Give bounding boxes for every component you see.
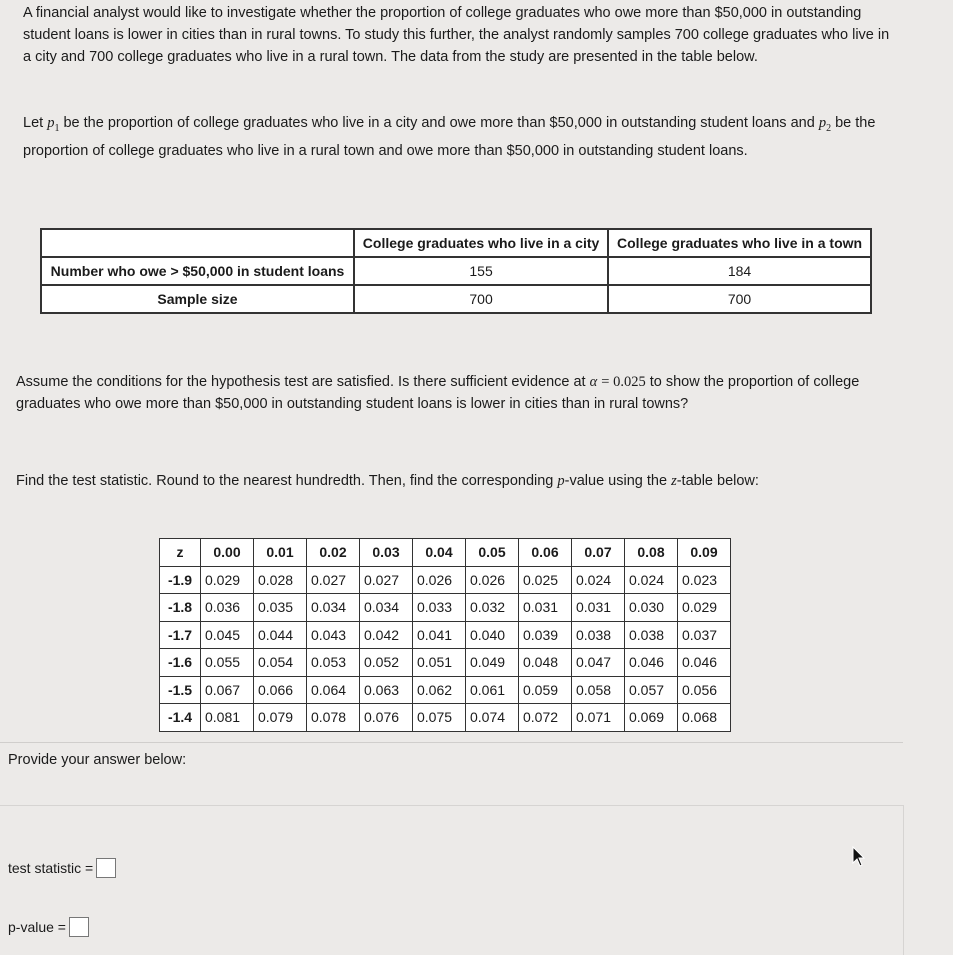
z-row-label: -1.7: [160, 621, 201, 649]
z-header-col: 0.09: [678, 539, 731, 567]
z-cell: 0.059: [519, 676, 572, 704]
assume-text-1: Assume the conditions for the hypothesis test are satisfied. Is there sufficient evidence at: [16, 374, 586, 390]
z-cell: 0.024: [625, 566, 678, 594]
z-cell: 0.063: [360, 676, 413, 704]
z-row-label: -1.4: [160, 704, 201, 732]
p1-symbol: $p_1$: [47, 115, 60, 134]
assume-text-2: to show the proportion of college graduates who owe more than $50,000 in outstanding student loans is lower in cities than in rural towns?: [16, 374, 860, 412]
z-cell: 0.034: [307, 594, 360, 622]
find-text-3: -table below:: [676, 473, 759, 489]
mouse-cursor-icon: [852, 846, 866, 868]
find-text-1: Find the test statistic. Round to the nearest hundredth. Then, find the corresponding: [16, 473, 554, 489]
z-cell: 0.061: [466, 676, 519, 704]
z-cell: 0.027: [360, 566, 413, 594]
find-z-symbol: z: [671, 473, 677, 489]
z-table-row: [160, 621, 731, 649]
section-divider: [0, 742, 903, 743]
z-cell: 0.064: [307, 676, 360, 704]
cell-town-sample: 700: [608, 285, 871, 313]
z-cell: 0.038: [625, 621, 678, 649]
data-table-header-row: [41, 229, 871, 257]
test-statistic-row: [8, 858, 116, 878]
z-cell: 0.058: [572, 676, 625, 704]
z-cell: 0.052: [360, 649, 413, 677]
z-cell: 0.056: [678, 676, 731, 704]
z-cell: 0.066: [254, 676, 307, 704]
z-cell: 0.027: [307, 566, 360, 594]
variable-definitions: [23, 112, 893, 162]
z-header-col: 0.07: [572, 539, 625, 567]
z-cell: 0.041: [413, 621, 466, 649]
cell-city-sample: 700: [354, 285, 608, 313]
z-row-label: -1.9: [160, 566, 201, 594]
z-cell: 0.055: [201, 649, 254, 677]
z-cell: 0.038: [572, 621, 625, 649]
z-cell: 0.046: [678, 649, 731, 677]
z-table-row: [160, 594, 731, 622]
z-row-label: -1.6: [160, 649, 201, 677]
answer-panel: [0, 805, 904, 955]
z-cell: 0.040: [466, 621, 519, 649]
z-header-col: 0.04: [413, 539, 466, 567]
z-cell: 0.081: [201, 704, 254, 732]
z-cell: 0.031: [519, 594, 572, 622]
z-cell: 0.025: [519, 566, 572, 594]
find-p-symbol: p: [557, 473, 565, 489]
z-cell: 0.062: [413, 676, 466, 704]
answer-prompt: Provide your answer below:: [8, 752, 187, 768]
z-cell: 0.044: [254, 621, 307, 649]
find-text-2: -value using the: [564, 473, 668, 489]
z-cell: 0.039: [519, 621, 572, 649]
z-cell: 0.028: [254, 566, 307, 594]
z-cell: 0.078: [307, 704, 360, 732]
z-cell: 0.032: [466, 594, 519, 622]
z-cell: 0.046: [625, 649, 678, 677]
z-cell: 0.043: [307, 621, 360, 649]
p2-symbol: $p_2$: [818, 115, 832, 134]
z-cell: 0.051: [413, 649, 466, 677]
z-header-col: 0.06: [519, 539, 572, 567]
col-header-city: College graduates who live in a city: [354, 229, 608, 257]
question-intro: A financial analyst would like to investigate whether the proportion of college graduates who owe more than $50,000 in outstanding student loans is lower in cities than in rural towns. To study this further, the analyst randomly samples 700 college graduates who live in a city and 700 college graduates who live in a rural town. The data from the study are presented in the table below.: [23, 5, 890, 65]
def-p2-text: be the proportion of college graduates who live in a rural town and owe more than $50,000 in outstanding student loans.: [23, 115, 876, 159]
find-instruction: [16, 470, 916, 492]
z-cell: 0.075: [413, 704, 466, 732]
z-header-col: 0.02: [307, 539, 360, 567]
z-cell: 0.076: [360, 704, 413, 732]
data-table: [40, 228, 872, 314]
z-cell: 0.030: [625, 594, 678, 622]
z-cell: 0.048: [519, 649, 572, 677]
z-cell: 0.057: [625, 676, 678, 704]
z-cell: 0.079: [254, 704, 307, 732]
z-cell: 0.035: [254, 594, 307, 622]
z-cell: 0.071: [572, 704, 625, 732]
z-header-col: 0.05: [466, 539, 519, 567]
alpha-value: = 0.025: [601, 374, 646, 390]
z-cell: 0.045: [201, 621, 254, 649]
z-cell: 0.036: [201, 594, 254, 622]
z-header-col: 0.03: [360, 539, 413, 567]
p-value-row: [8, 917, 89, 937]
test-statistic-input[interactable]: [96, 858, 116, 878]
z-cell: 0.033: [413, 594, 466, 622]
z-table: [159, 538, 731, 732]
z-cell: 0.024: [572, 566, 625, 594]
z-header-col: 0.08: [625, 539, 678, 567]
alpha-symbol: α: [589, 374, 598, 390]
col-header-town: College graduates who live in a town: [608, 229, 871, 257]
z-cell: 0.067: [201, 676, 254, 704]
z-table-row: [160, 676, 731, 704]
z-cell: 0.031: [572, 594, 625, 622]
z-cell: 0.023: [678, 566, 731, 594]
z-cell: 0.054: [254, 649, 307, 677]
cell-town-owe: 184: [608, 257, 871, 285]
z-table-row: [160, 566, 731, 594]
p-value-label: p-value =: [8, 919, 66, 935]
z-cell: 0.072: [519, 704, 572, 732]
z-cell: 0.026: [413, 566, 466, 594]
z-table-row: [160, 704, 731, 732]
z-cell: 0.042: [360, 621, 413, 649]
z-cell: 0.053: [307, 649, 360, 677]
z-header-z: z: [160, 539, 201, 567]
z-cell: 0.074: [466, 704, 519, 732]
test-statistic-label: test statistic =: [8, 860, 94, 876]
data-table-corner: [41, 229, 354, 257]
z-cell: 0.034: [360, 594, 413, 622]
z-row-label: -1.5: [160, 676, 201, 704]
z-cell: 0.069: [625, 704, 678, 732]
row-label-sample-size: Sample size: [41, 285, 354, 313]
z-cell: 0.049: [466, 649, 519, 677]
z-cell: 0.029: [678, 594, 731, 622]
z-cell: 0.068: [678, 704, 731, 732]
data-table-row: [41, 257, 871, 285]
p-value-input[interactable]: [69, 917, 89, 937]
def-p1-text: be the proportion of college graduates who live in a city and owe more than $50,000 in outstanding student loans and: [63, 115, 815, 131]
z-cell: 0.026: [466, 566, 519, 594]
z-cell: 0.037: [678, 621, 731, 649]
z-header-col: 0.01: [254, 539, 307, 567]
z-cell: 0.029: [201, 566, 254, 594]
def-let: Let: [23, 115, 44, 131]
cell-city-owe: 155: [354, 257, 608, 285]
z-header-col: 0.00: [201, 539, 254, 567]
data-table-row: [41, 285, 871, 313]
z-cell: 0.047: [572, 649, 625, 677]
z-table-row: [160, 649, 731, 677]
z-row-label: -1.8: [160, 594, 201, 622]
row-label-owe: Number who owe > $50,000 in student loans: [41, 257, 354, 285]
z-table-header-row: [160, 539, 731, 567]
hypothesis-question: [16, 371, 916, 415]
